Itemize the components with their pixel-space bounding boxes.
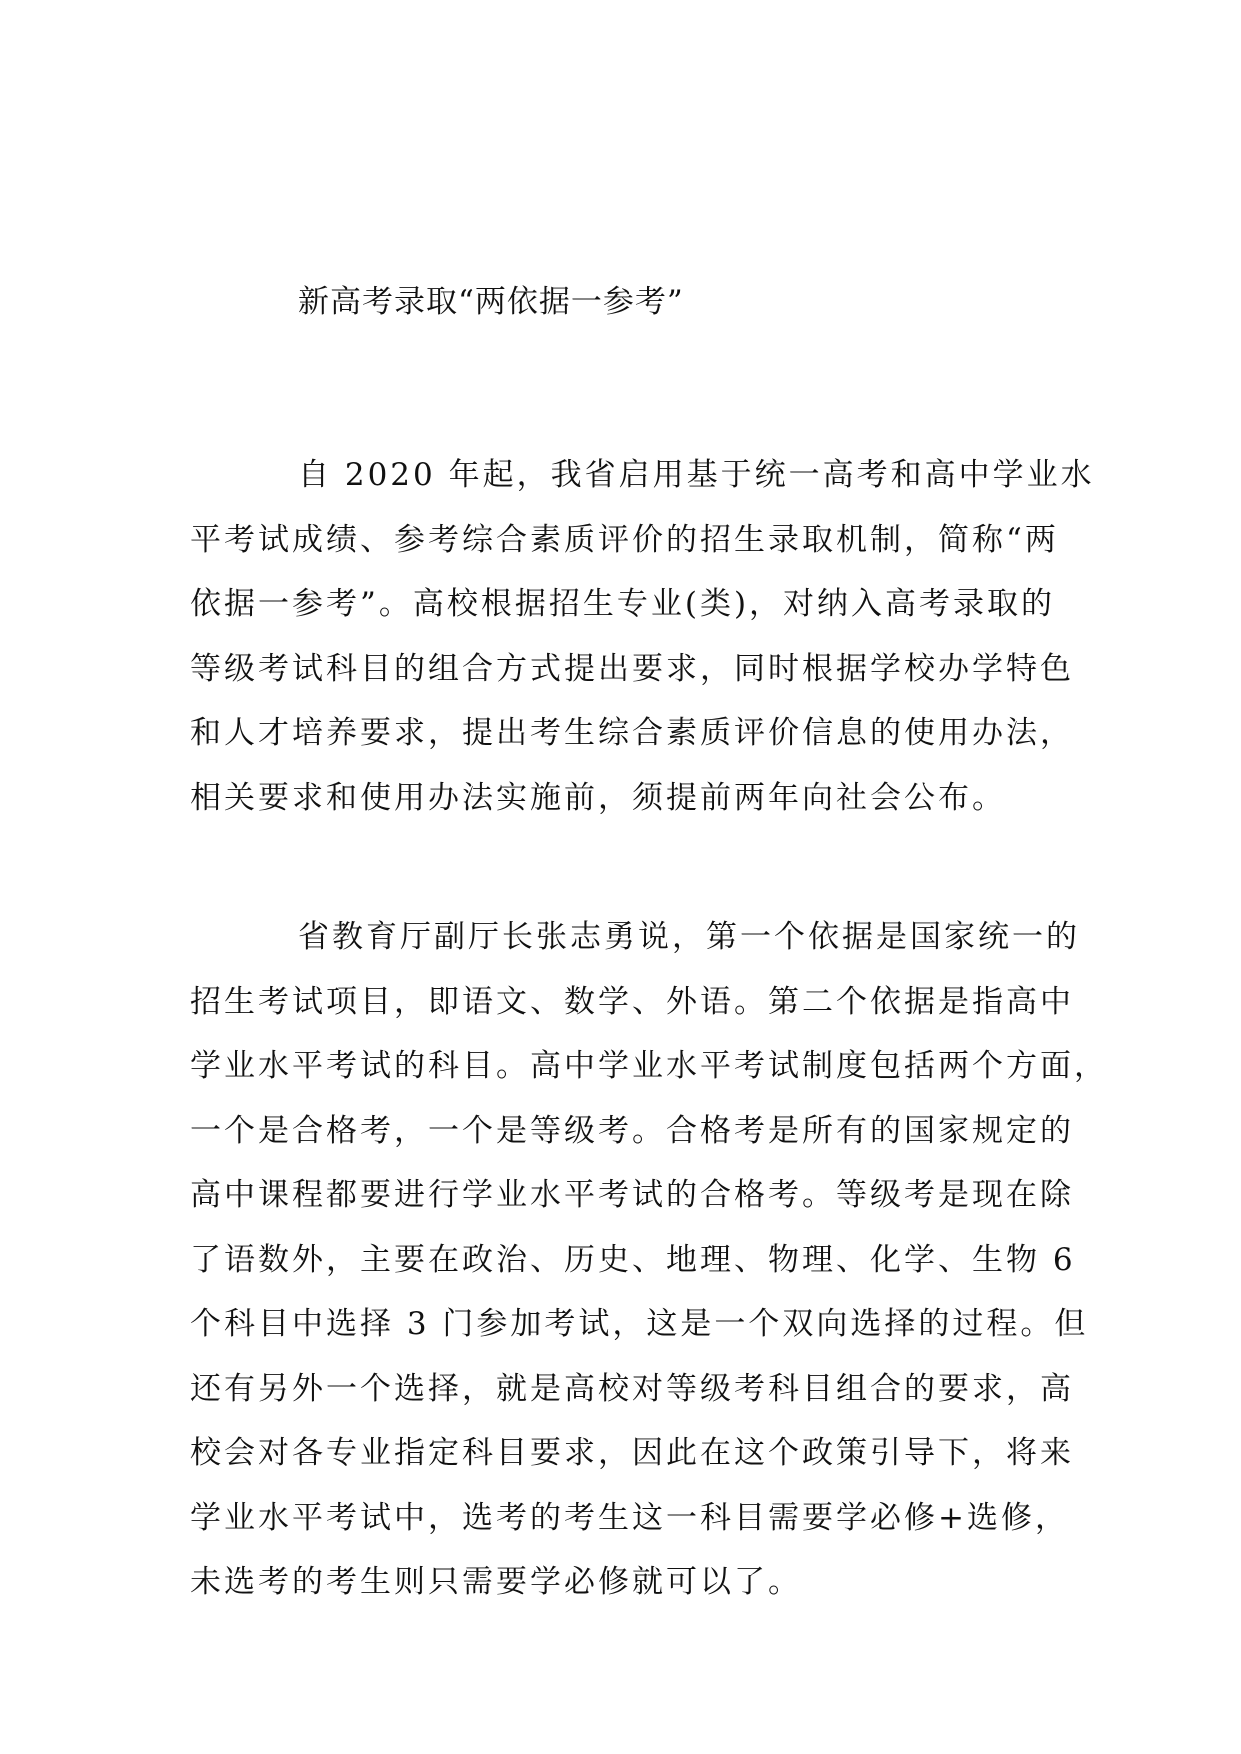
paragraph-line: 相关要求和使用办法实施前，须提前两年向社会公布。 bbox=[190, 779, 1006, 816]
paragraph-line: 等级考试科目的组合方式提出要求，同时根据学校办学特色 bbox=[190, 650, 1074, 687]
paragraph-line: 学业水平考试的科目。高中学业水平考试制度包括两个方面， bbox=[190, 1048, 1108, 1084]
paragraph-line: 还有另外一个选择，就是高校对等级考科目组合的要求，高 bbox=[190, 1370, 1074, 1407]
paragraph-line: 依据一参考”。高校根据招生专业(类)，对纳入高考录取的 bbox=[190, 586, 1056, 622]
paragraph-line: 自 2020 年起，我省启用基于统一高考和高中学业水 bbox=[298, 457, 1095, 493]
paragraph-line: 了语数外，主要在政治、历史、地理、物理、化学、生物 6 bbox=[190, 1241, 1076, 1278]
paragraph-line: 个科目中选择 3 门参加考试，这是一个双向选择的过程。但 bbox=[190, 1306, 1089, 1342]
paragraph-line: 平考试成绩、参考综合素质评价的招生录取机制，简称“两 bbox=[190, 521, 1059, 558]
paragraph-line: 招生考试项目，即语文、数学、外语。第二个依据是指高中 bbox=[190, 983, 1074, 1020]
paragraph-admission-mechanism bbox=[190, 443, 1095, 830]
paragraph-line: 和人才培养要求，提出考生综合素质评价信息的使用办法， bbox=[190, 715, 1074, 751]
paragraph-official-explanation bbox=[190, 905, 1108, 1615]
paragraph-line: 省教育厅副厅长张志勇说，第一个依据是国家统一的 bbox=[298, 919, 1080, 955]
paragraph-line: 校会对各专业指定科目要求，因此在这个政策引导下，将来 bbox=[190, 1435, 1074, 1471]
document-title: 新高考录取“两依据一参考” bbox=[298, 284, 684, 320]
paragraph-line: 一个是合格考，一个是等级考。合格考是所有的国家规定的 bbox=[190, 1112, 1074, 1149]
paragraph-line: 高中课程都要进行学业水平考试的合格考。等级考是现在除 bbox=[190, 1177, 1074, 1213]
paragraph-line: 学业水平考试中，选考的考生这一科目需要学必修+选修， bbox=[190, 1499, 1069, 1536]
paragraph-line: 未选考的考生则只需要学必修就可以了。 bbox=[190, 1564, 802, 1600]
